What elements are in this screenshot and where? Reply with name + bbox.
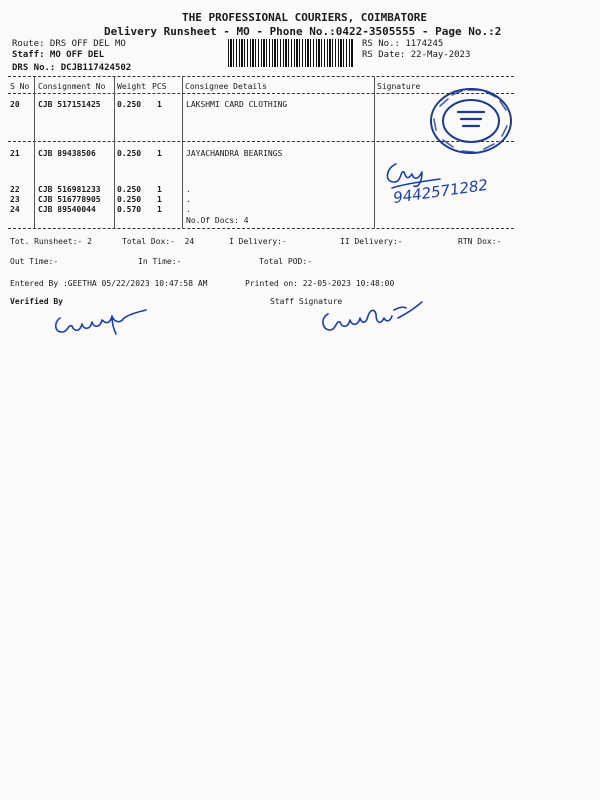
verifier-signature [50, 304, 160, 340]
barcode [228, 39, 354, 67]
col-header-signature: Signature [377, 82, 421, 91]
company-title: THE PROFESSIONAL COURIERS, COIMBATORE [182, 11, 428, 24]
col-header-consignment: Consignment No [38, 82, 106, 91]
row-weight: 0.250 [117, 149, 142, 158]
table-bottom-rule [8, 228, 514, 229]
rs-number: RS No.: 1174245 [362, 39, 444, 49]
verified-by-label: Verified By [10, 297, 63, 306]
column-divider [114, 77, 115, 228]
row-consignment: CJB 516981233 [38, 185, 101, 194]
row-pcs: 1 [157, 149, 162, 158]
row-consignee: JAYACHANDRA BEARINGS [186, 149, 283, 158]
first-delivery: I Delivery:- [229, 237, 287, 246]
row-sno: 22 [10, 185, 20, 194]
rs-date: RS Date: 22-May-2023 [362, 50, 471, 60]
row-consignment: CJB 89438506 [38, 149, 96, 158]
row-pcs: 1 [157, 185, 162, 194]
row-sno: 23 [10, 195, 20, 204]
row-pcs: 1 [157, 100, 162, 109]
company-stamp [428, 86, 514, 156]
entered-by: Entered By :GEETHA 05/22/2023 10:47:58 AM [10, 279, 208, 288]
row-weight: 0.250 [117, 100, 142, 109]
row-consignee: . [186, 185, 191, 194]
staff-signature-label: Staff Signature [270, 297, 343, 306]
handwritten-phone-number: 9442571282 [392, 175, 490, 207]
col-header-weight: Weight [117, 82, 146, 91]
row-weight: 0.250 [117, 185, 142, 194]
column-divider [182, 77, 183, 228]
staff-label: Staff: MO OFF DEL [12, 50, 105, 60]
total-dox: Total Dox:- 24 [122, 237, 195, 246]
row-weight: 0.570 [117, 205, 142, 214]
column-divider [374, 77, 375, 228]
row-consignment: CJB 516778905 [38, 195, 101, 204]
row-consignment: CJB 89540044 [38, 205, 96, 214]
second-delivery: II Delivery:- [340, 237, 403, 246]
printed-on: Printed on: 22-05-2023 10:48:00 [245, 279, 395, 288]
total-pod: Total POD:- [259, 257, 312, 266]
row-consignee: . [186, 195, 191, 204]
drs-number: DRS No.: DCJB117424502 [12, 63, 132, 73]
table-top-rule [8, 76, 514, 77]
col-header-consignee: Consignee Details [185, 82, 267, 91]
staff-signature [318, 296, 438, 338]
column-divider [34, 77, 35, 228]
no-of-docs: No.Of Docs: 4 [186, 216, 249, 225]
runsheet-subtitle: Delivery Runsheet - MO - Phone No.:0422-3505555 - Page No.:2 [104, 25, 502, 38]
row-weight: 0.250 [117, 195, 142, 204]
total-runsheet: Tot. Runsheet:- 2 [10, 237, 92, 246]
route-label: Route: DRS OFF DEL MO [12, 39, 126, 49]
row-sno: 21 [10, 149, 20, 158]
in-time: In Time:- [138, 257, 182, 266]
col-header-pcs: PCS [152, 82, 167, 91]
col-header-sno: S No [10, 82, 30, 91]
consignee-signature [378, 158, 518, 214]
row-consignee: LAKSHMI CARD CLOTHING [186, 100, 288, 109]
return-dox: RTN Dox:- [458, 237, 502, 246]
row-pcs: 1 [157, 195, 162, 204]
row-pcs: 1 [157, 205, 162, 214]
out-time: Out Time:- [10, 257, 59, 266]
row-sno: 20 [10, 100, 20, 109]
row-sno: 24 [10, 205, 20, 214]
row-consignee: . [186, 205, 191, 214]
row-consignment: CJB 517151425 [38, 100, 101, 109]
